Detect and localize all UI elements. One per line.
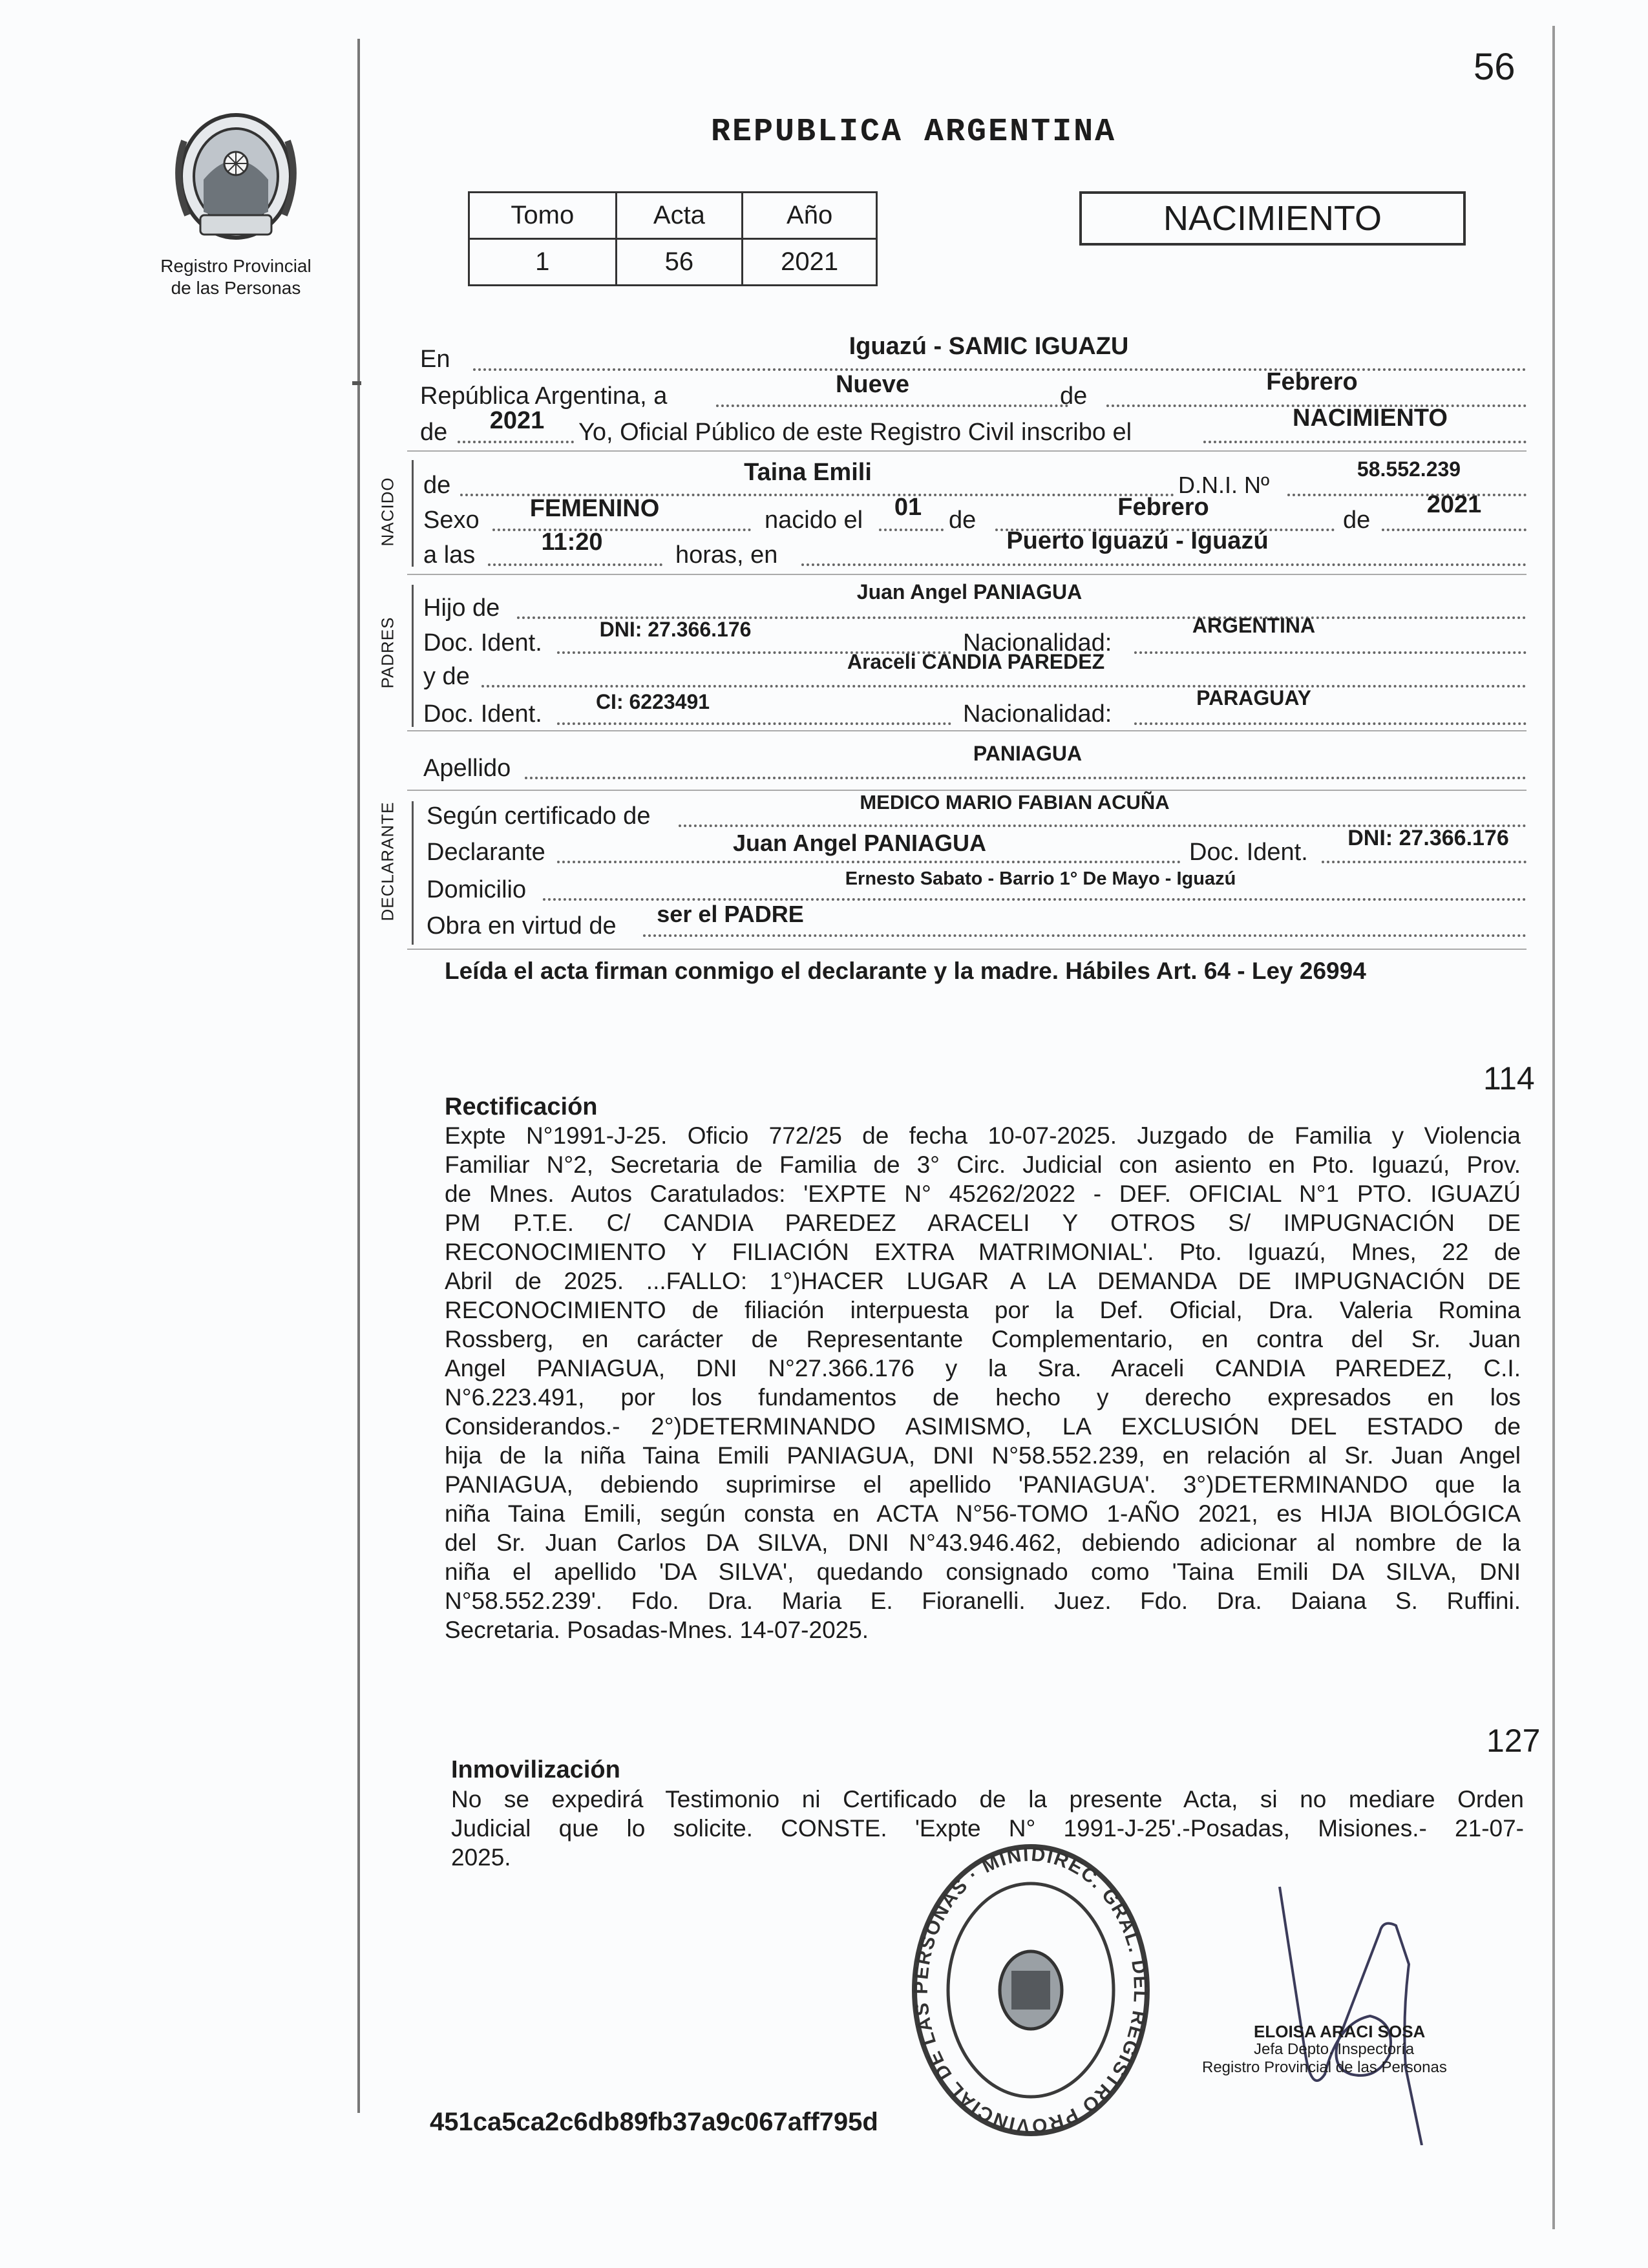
horas-label: horas, en xyxy=(675,541,778,569)
declarante-side-label: DECLARANTE xyxy=(377,801,397,921)
rectificacion-title: Rectificación xyxy=(445,1093,598,1120)
left-margin-tick xyxy=(352,381,361,385)
day-value: Nueve xyxy=(835,371,910,398)
dotted-line xyxy=(1134,651,1527,654)
father-nat-value: ARGENTINA xyxy=(1192,614,1316,637)
birth-time-value: 11:20 xyxy=(541,529,603,556)
father-nat-label: Nacionalidad: xyxy=(963,629,1112,656)
padres-side-label: PADRES xyxy=(377,616,397,689)
declarante-doc-value: DNI: 27.366.176 xyxy=(1347,826,1509,850)
divider-line xyxy=(407,450,1527,452)
record-type-box: NACIMIENTO xyxy=(1079,191,1466,246)
divider-line xyxy=(407,949,1527,950)
registry-label xyxy=(132,255,339,299)
paragraph-line: Abril de 2025. ...FALLO: 1°)HACER LUGAR A LA DEMANDA DE IMPUGNACIÓN DE xyxy=(445,1268,1521,1294)
anio-value: 2021 xyxy=(743,239,877,286)
closing-statement: Leída el acta firman conmigo el declarante y la madre. Hábiles Art. 64 - Ley 26994 xyxy=(445,958,1366,984)
year-value: 2021 xyxy=(489,407,545,434)
nacido-bracket xyxy=(412,460,414,567)
dotted-line xyxy=(1382,529,1527,531)
dotted-line xyxy=(1322,861,1527,863)
paragraph-line: Secretaria. Posadas-Mnes. 14-07-2025. xyxy=(445,1617,869,1643)
domicilio-label: Domicilio xyxy=(427,876,527,903)
y-de-label: y de xyxy=(423,663,470,690)
dotted-line xyxy=(488,563,662,566)
en-value: Iguazú - SAMIC IGUAZU xyxy=(849,333,1129,360)
mother-doc-value: CI: 6223491 xyxy=(595,690,710,713)
dotted-line xyxy=(525,777,1527,779)
child-dni-value: 58.552.239 xyxy=(1357,457,1461,481)
birth-day-value: 01 xyxy=(894,494,922,521)
obra-value: ser el PADRE xyxy=(657,901,804,927)
dotted-line xyxy=(557,861,1181,863)
mother-nat-label: Nacionalidad: xyxy=(963,700,1112,728)
padres-bracket xyxy=(412,585,414,727)
father-doc-value: DNI: 27.366.176 xyxy=(599,618,752,641)
mother-name-value: Araceli CANDIA PAREDEZ xyxy=(847,650,1105,673)
declarante-value: Juan Angel PANIAGUA xyxy=(732,830,987,856)
acta-value: 56 xyxy=(616,239,743,286)
page-number: 56 xyxy=(1474,46,1516,88)
domicilio-value: Ernesto Sabato - Barrio 1° De Mayo - Iguazú xyxy=(845,868,1236,889)
official-stamp xyxy=(902,1835,1160,2145)
paragraph-line: niña Taina Emili, según consta en ACTA N°56-TOMO 1-AÑO 2021, es HIJA BIOLÓGICA xyxy=(445,1500,1521,1527)
mother-doc-label: Doc. Ident. xyxy=(423,700,542,728)
event-value: NACIMIENTO xyxy=(1293,404,1448,432)
apellido-label: Apellido xyxy=(423,755,511,782)
rectificacion-body xyxy=(445,1121,1521,1644)
paragraph-line: Angel PANIAGUA, DNI N°27.366.176 y la Sra. Araceli CANDIA PAREDEZ, C.I. xyxy=(445,1355,1521,1381)
anio-header: Año xyxy=(743,193,877,239)
birth-year-value: 2021 xyxy=(1426,491,1482,518)
paragraph-line: No se expedirá Testimonio ni Certificado de la presente Acta, si no mediare Orden xyxy=(451,1786,1524,1812)
a-las-label: a las xyxy=(423,541,476,569)
document-hash: 451ca5ca2c6db89fb37a9c067aff795d xyxy=(430,2108,878,2136)
right-border-line xyxy=(1552,26,1555,2229)
nacido-de-label: de xyxy=(423,472,451,499)
rep-label: República Argentina, a xyxy=(420,383,668,410)
dotted-line xyxy=(716,404,1068,407)
mother-nat-value: PARAGUAY xyxy=(1196,686,1311,709)
dotted-line xyxy=(1134,722,1527,725)
nacido-de2-label: de xyxy=(949,507,977,534)
cert-label: Según certificado de xyxy=(427,803,651,830)
signer-org: Registro Provincial de las Personas xyxy=(1202,2059,1447,2076)
paragraph-line: Expte N°1991-J-25. Oficio 772/25 de fecha 10-07-2025. Juzgado de Familia y Violencia xyxy=(445,1122,1521,1149)
signer-name: ELOISA ARACI SOSA xyxy=(1254,2022,1426,2041)
de-label: de xyxy=(1060,383,1088,410)
paragraph-line: Familiar N°2, Secretaria de Familia de 3° Circ. Judicial con asiento en Pto. Iguazú, Prov. xyxy=(445,1151,1521,1178)
province-seal-logo xyxy=(165,102,307,251)
father-doc-label: Doc. Ident. xyxy=(423,629,542,656)
sexo-label: Sexo xyxy=(423,507,480,534)
stamp-text: DIREC. GRAL. DEL REGISTRO PROVINCIAL DE LAS PERSONAS · MINI xyxy=(910,1843,1152,2137)
paragraph-line: N°6.223.491, por los fundamentos de hecho y derecho expresados en los xyxy=(445,1384,1521,1411)
inmovilizacion-title: Inmovilización xyxy=(451,1756,620,1783)
nacido-side-label: NACIDO xyxy=(377,477,397,547)
dotted-line xyxy=(557,722,951,725)
dotted-line xyxy=(1203,441,1527,443)
dotted-line xyxy=(643,934,1527,937)
month-value: Febrero xyxy=(1266,368,1358,395)
country-title: REPUBLICA ARGENTINA xyxy=(711,114,1117,151)
dotted-line xyxy=(458,441,574,443)
nacido-el-label: nacido el xyxy=(765,507,863,534)
paragraph-line: del Sr. Juan Carlos DA SILVA, DNI N°43.946.462, debiendo adicionar al nombre de la xyxy=(445,1529,1521,1556)
dotted-line xyxy=(879,529,944,531)
declarante-label: Declarante xyxy=(427,839,545,866)
paragraph-line: RECONOCIMIENTO de filiación interpuesta por la Def. Oficial, Dra. Valeria Romina xyxy=(445,1297,1521,1323)
registry-label-line2: de las Personas xyxy=(171,278,301,298)
birth-place-value: Puerto Iguazú - Iguazú xyxy=(1006,527,1269,554)
sexo-value: FEMENINO xyxy=(529,495,660,522)
inmovilizacion-number: 127 xyxy=(1486,1723,1541,1759)
paragraph-line: PM P.T.E. C/ CANDIA PAREDEZ ARACELI Y OTROS S/ IMPUGNACIÓN DE xyxy=(445,1210,1521,1236)
paragraph-line: hija de la niña Taina Emili PANIAGUA, DNI N°58.552.239, en relación al Sr. Juan Angel xyxy=(445,1442,1521,1469)
paragraph-line: niña el apellido 'DA SILVA', quedando consignado como 'Taina Emili DA SILVA, DNI xyxy=(445,1559,1521,1585)
divider-line xyxy=(407,730,1527,731)
officer-text: Yo, Oficial Público de este Registro Civil inscribo el xyxy=(578,419,1132,446)
signature-block xyxy=(1202,2022,1538,2077)
divider-line xyxy=(407,574,1527,575)
en-label: En xyxy=(420,346,450,373)
cert-value: MEDICO MARIO FABIAN ACUÑA xyxy=(860,791,1170,814)
signer-role: Jefa Depto. Inspectoría xyxy=(1254,2041,1415,2058)
declarante-doc-label: Doc. Ident. xyxy=(1189,839,1308,866)
declarante-bracket xyxy=(412,801,414,945)
paragraph-line: RECONOCIMIENTO Y FILIACIÓN EXTRA MATRIMONIAL'. Pto. Iguazú, Mnes, 22 de xyxy=(445,1239,1521,1265)
paragraph-line: N°58.552.239'. Fdo. Dra. Maria E. Fioranelli. Juez. Fdo. Dra. Daiana S. Ruffini. xyxy=(445,1588,1521,1614)
handwritten-signature xyxy=(1267,1861,1435,2145)
father-name-value: Juan Angel PANIAGUA xyxy=(856,580,1083,604)
tomo-header: Tomo xyxy=(469,193,617,239)
tomo-value: 1 xyxy=(469,239,617,286)
paragraph-line: de Mnes. Autos Caratulados: 'EXPTE N° 45262/2022 - DEF. OFICIAL N°1 PTO. IGUAZÚ xyxy=(445,1181,1521,1207)
de2-label: de xyxy=(420,419,448,446)
dotted-line xyxy=(801,563,1527,566)
nacido-de3-label: de xyxy=(1343,507,1371,534)
birth-month-value: Febrero xyxy=(1117,494,1209,521)
paragraph-line: Judicial que lo solicite. CONSTE. 'Expte N° 1991-J-25'.-Posadas, Misiones.- 21-07- xyxy=(451,1815,1524,1842)
apellido-value: PANIAGUA xyxy=(973,742,1083,765)
paragraph-line: Considerandos.- 2°)DETERMINANDO ASIMISMO, LA EXCLUSIÓN DEL ESTADO de xyxy=(445,1413,1521,1440)
paragraph-line: 2025. xyxy=(451,1844,511,1871)
obra-label: Obra en virtud de xyxy=(427,912,617,940)
paragraph-line: PANIAGUA, debiendo suprimirse el apellido 'PANIAGUA'. 3°)DETERMINANDO que la xyxy=(445,1471,1521,1498)
registry-label-line1: Registro Provincial xyxy=(160,256,312,276)
child-name-value: Taina Emili xyxy=(744,459,872,486)
left-border-line xyxy=(357,39,360,2113)
paragraph-line: Rossberg, en carácter de Representante Complementario, en contra del Sr. Juan xyxy=(445,1326,1521,1352)
record-table xyxy=(468,191,878,286)
rectificacion-number: 114 xyxy=(1483,1060,1535,1097)
hijo-de-label: Hijo de xyxy=(423,594,500,622)
dotted-line xyxy=(481,685,1527,688)
dni-label: D.N.I. Nº xyxy=(1178,472,1270,498)
acta-header: Acta xyxy=(616,193,743,239)
